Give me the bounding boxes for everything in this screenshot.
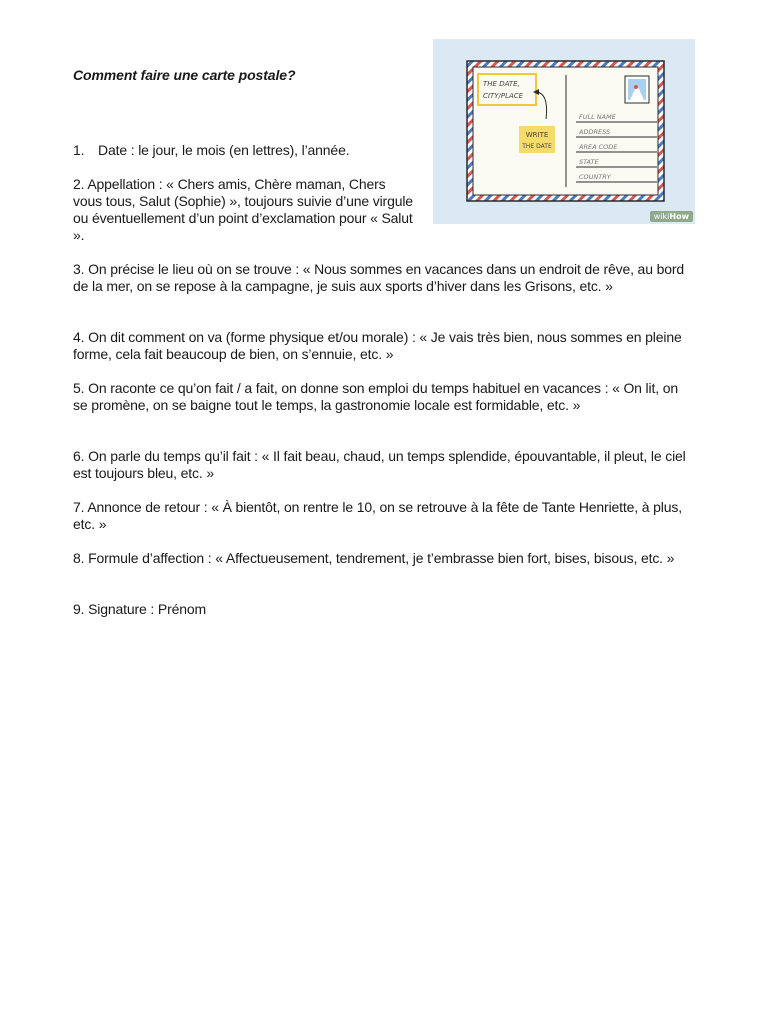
- list-item-lieu: 3. On précise le lieu où on se trouve : « Nous sommes en vacances dans un endroit de rêve, au bord de la mer, on se repose à la campagne, je suis aux sports d’hiver dans les Grisons, etc. »: [73, 261, 684, 294]
- list-item-affection: 8. Formule d’affection : « Affectueusement, tendrement, je t’embrasse bien fort, bises, bisous, etc. »: [73, 550, 675, 566]
- list-item-date: [73, 142, 349, 159]
- postcard-illustration: [433, 39, 695, 224]
- address-label: AREA CODE: [579, 143, 618, 151]
- date-box-line-2: CITY/PLACE: [483, 92, 524, 100]
- list-item-number: 1.: [73, 142, 85, 158]
- write-note-line-2: THE DATE: [522, 143, 552, 150]
- page-title: Comment faire une carte postale?: [73, 67, 296, 83]
- postcard-drawing: [433, 39, 695, 224]
- list-item-text: Date : le jour, le mois (en lettres), l’année.: [98, 142, 350, 158]
- address-label: ADDRESS: [579, 128, 611, 136]
- list-item-forme: 4. On dit comment on va (forme physique et/ou morale) : « Je vais très bien, nous sommes en pleine forme, cela fait beaucoup de bien, on s’ennuie, etc. »: [73, 329, 682, 362]
- write-note-line-1: WRITE: [525, 131, 549, 139]
- address-label: FULL NAME: [579, 113, 616, 121]
- date-box-line-1: THE DATE,: [483, 80, 520, 88]
- address-label: COUNTRY: [579, 173, 611, 181]
- list-item-retour: 7. Annonce de retour : « À bientôt, on rentre le 10, on se retrouve à la fête de Tante Henriette, à plus, etc. »: [73, 499, 682, 532]
- address-label: STATE: [579, 158, 599, 166]
- list-item-signature: 9. Signature : Prénom: [73, 601, 207, 617]
- list-item-activites: 5. On raconte ce qu’on fait / a fait, on donne son emploi du temps habituel en vacances : « On lit, on se promène, on se baigne tout le temps, la gastronomie locale est formidable, etc. »: [73, 380, 678, 413]
- brand-badge: wikiHow: [650, 211, 693, 222]
- list-item-meteo: 6. On parle du temps qu’il fait : « Il fait beau, chaud, un temps splendide, épouvantable, il pleut, le ciel est toujours bleu, etc. »: [73, 448, 686, 481]
- list-item-appellation: 2. Appellation : « Chers amis, Chère maman, Chers vous tous, Salut (Sophie) », toujours suivie d’une virgule ou éventuellement d’un point d’exclamation pour « Salut ».: [73, 176, 413, 243]
